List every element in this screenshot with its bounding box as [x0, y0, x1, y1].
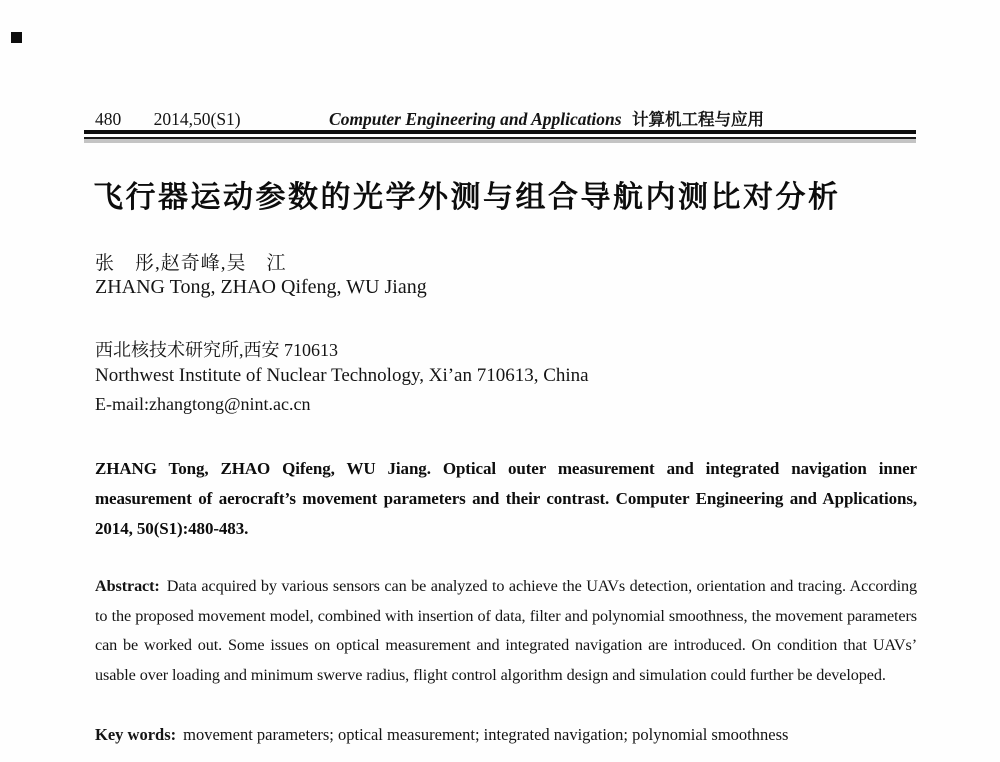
abstract-text: Data acquired by various sensors can be analyzed to achieve the UAVs detection, orientation and tracing. According to the proposed movement model, combined with insertion of data, filter and polynomial smoothness, the movement parameters can be worked out. Some issues on optical measurement and integrated navigation are introduced. On condition that UAVs’ usable over loading and minimum swerve radius, flight control algorithm design and simulation could further be developed. [95, 577, 917, 684]
authors-english: ZHANG Tong, ZHAO Qifeng, WU Jiang [95, 276, 427, 298]
journal-name-en: Computer Engineering and Applications [329, 109, 622, 129]
keywords-text: movement parameters; optical measurement; integrated navigation; polynomial smoothness [183, 725, 789, 744]
journal-header [95, 106, 917, 130]
keywords-line [95, 720, 917, 749]
page-number: 480 [95, 109, 122, 129]
issue-info: 2014,50(S1) [153, 109, 241, 129]
journal-name-cn: 计算机工程与应用 [631, 111, 764, 129]
paper-title: 飞行器运动参数的光学外测与组合导航内测比对分析 [93, 181, 841, 214]
authors-chinese: 张 彤,赵奇峰,吴 江 [95, 253, 287, 274]
abstract-label: Abstract: [95, 577, 160, 595]
email-line: E-mail:zhangtong@nint.ac.cn [95, 394, 311, 414]
header-divider-rule [84, 130, 916, 139]
affiliation-english: Northwest Institute of Nuclear Technology, Xi’an 710613, China [95, 365, 589, 386]
keywords-label: Key words: [95, 725, 177, 744]
abstract-paragraph [95, 572, 917, 690]
affiliation-chinese: 西北核技术研究所,西安 710613 [95, 340, 338, 360]
citation-block: ZHANG Tong, ZHAO Qifeng, WU Jiang. Optical outer measurement and integrated navigation inner measurement of aerocraft’s movement parameters and their contrast. Computer Engineering and Applications, 2014, 50(S1):480-483. [95, 459, 917, 538]
scan-artifact-mark [11, 32, 22, 43]
